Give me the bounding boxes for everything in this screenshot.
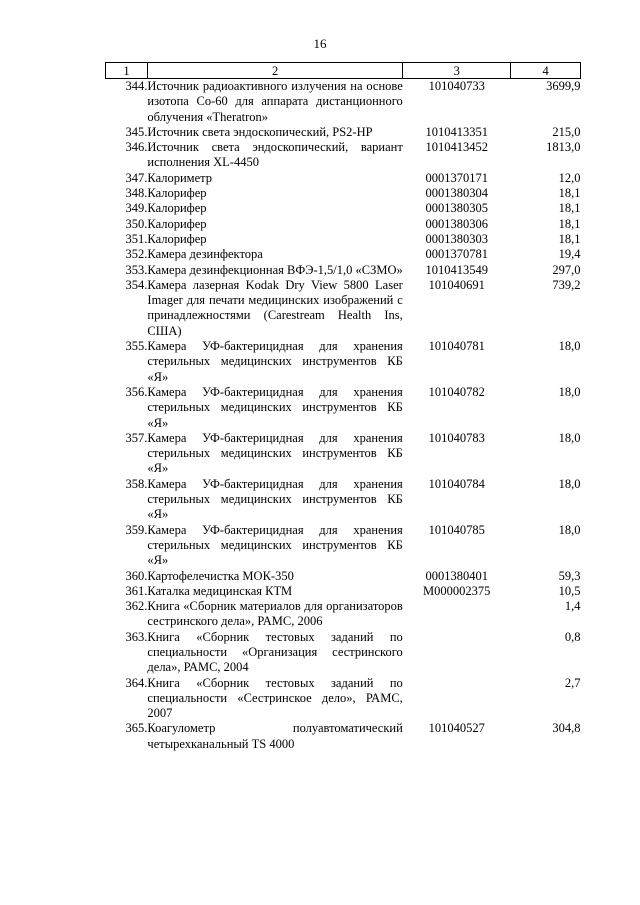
item-name: Калорифер <box>147 186 207 201</box>
inventory-code: М000002375 <box>423 583 491 598</box>
row-number: 354. <box>125 277 148 292</box>
item-name: Калорифер <box>147 231 207 246</box>
inventory-code: 101040782 <box>428 384 485 399</box>
item-value: 739,2 <box>552 277 581 292</box>
item-name: Камера УФ-бактерицидная для хранения стерильных медицинских инструментов КБ «Я» <box>147 384 403 430</box>
item-value: 18,0 <box>558 384 581 399</box>
row-number: 358. <box>125 476 148 491</box>
item-value: 18,1 <box>558 186 581 201</box>
table-row <box>106 477 581 523</box>
item-name: Калориметр <box>147 170 212 185</box>
table-row <box>106 217 581 232</box>
item-name: Источник света эндоскопический, вариант исполнения XL-4450 <box>147 140 403 170</box>
inventory-code: 0001370781 <box>425 247 488 262</box>
item-value: 18,0 <box>558 522 581 537</box>
inventory-code: 101040691 <box>428 277 485 292</box>
inventory-code: 101040527 <box>428 721 485 736</box>
row-number: 355. <box>125 339 148 354</box>
item-value: 12,0 <box>558 170 581 185</box>
row-number: 348. <box>125 186 148 201</box>
row-number: 344. <box>125 79 148 93</box>
row-number: 360. <box>125 568 148 583</box>
item-value: 215,0 <box>552 124 581 139</box>
table-row <box>106 523 581 569</box>
item-name: Книга «Сборник тестовых заданий по специальности «Сестринское дело», РАМС, 2007 <box>147 675 403 721</box>
item-name: Каталка медицинская КТМ <box>147 583 293 598</box>
row-number: 352. <box>125 247 148 262</box>
row-number: 350. <box>125 216 148 231</box>
item-value: 18,1 <box>558 231 581 246</box>
item-name: Камера дезинфектора <box>147 247 263 262</box>
inventory-code: 1010413351 <box>425 124 488 139</box>
item-value: 18,0 <box>558 430 581 445</box>
item-value: 297,0 <box>552 262 581 277</box>
inventory-code: 101040781 <box>428 339 485 354</box>
item-value: 18,0 <box>558 339 581 354</box>
column-header-4: 4 <box>511 63 581 79</box>
table-row <box>106 125 581 140</box>
item-name: Картофелечистка МОК-350 <box>147 568 294 583</box>
row-number: 359. <box>125 522 148 537</box>
table-row <box>106 140 581 171</box>
row-number: 346. <box>125 140 148 155</box>
table-row <box>106 171 581 186</box>
table-row <box>106 721 581 752</box>
inventory-code: 101040785 <box>428 522 485 537</box>
inventory-code: 101040733 <box>428 79 485 93</box>
inventory-code: 0001370171 <box>425 170 488 185</box>
row-number: 345. <box>125 124 148 139</box>
item-value: 18,1 <box>558 216 581 231</box>
table-row <box>106 247 581 262</box>
item-name: Книга «Сборник материалов для организаторов сестринского дела», РАМС, 2006 <box>147 599 403 629</box>
item-name: Коагулометр полуавтоматический четырехканальный TS 4000 <box>147 721 403 751</box>
row-number: 353. <box>125 262 148 277</box>
table-header-row <box>106 63 581 79</box>
item-value: 3699,9 <box>546 79 581 93</box>
item-value: 19,4 <box>558 247 581 262</box>
table-row <box>106 569 581 584</box>
row-number: 356. <box>125 384 148 399</box>
row-number: 357. <box>125 430 148 445</box>
table-row <box>106 676 581 722</box>
row-number: 364. <box>125 675 148 690</box>
table-row <box>106 232 581 247</box>
item-name: Камера дезинфекционная ВФЭ-1,5/1,0 «СЗМО» <box>147 262 403 277</box>
table-row <box>106 584 581 599</box>
item-value: 18,1 <box>558 201 581 216</box>
table-row <box>106 599 581 630</box>
row-number: 361. <box>125 583 148 598</box>
item-value: 0,8 <box>564 629 581 644</box>
item-value: 304,8 <box>552 721 581 736</box>
item-value: 1813,0 <box>546 140 581 155</box>
inventory-code: 0001380303 <box>425 231 488 246</box>
row-number: 347. <box>125 170 148 185</box>
item-value: 10,5 <box>558 583 581 598</box>
table-row <box>106 431 581 477</box>
inventory-code: 101040783 <box>428 430 485 445</box>
row-number: 363. <box>125 629 148 644</box>
item-name: Камера УФ-бактерицидная для хранения стерильных медицинских инструментов КБ «Я» <box>147 339 403 384</box>
inventory-code <box>403 630 511 676</box>
item-name: Калорифер <box>147 201 207 216</box>
column-header-3: 3 <box>403 63 511 79</box>
item-name: Камера лазерная Kodak Dry View 5800 Laser Imager для печати медицинских изображений с принадлежностями (Carestream Health Ins, США) <box>147 277 403 338</box>
table-row <box>106 630 581 676</box>
table-row <box>106 186 581 201</box>
table-row <box>106 339 581 385</box>
inventory-code: 1010413549 <box>425 262 488 277</box>
column-header-1: 1 <box>106 63 148 79</box>
inventory-code <box>403 676 511 722</box>
row-number: 362. <box>125 599 148 614</box>
item-name: Источник радиоактивного излучения на основе изотопа Со-60 для аппарата дистанционного облучения «Theratron» <box>147 79 403 124</box>
inventory-table <box>105 62 581 752</box>
table-row <box>106 263 581 278</box>
item-value: 2,7 <box>564 675 581 690</box>
item-value: 59,3 <box>558 568 581 583</box>
table-body <box>106 79 581 753</box>
table-row <box>106 385 581 431</box>
item-value: 1,4 <box>564 599 581 614</box>
item-name: Калорифер <box>147 216 207 231</box>
row-number: 351. <box>125 231 148 246</box>
table-row <box>106 278 581 339</box>
item-name: Камера УФ-бактерицидная для хранения стерильных медицинских инструментов КБ «Я» <box>147 430 403 476</box>
row-number: 349. <box>125 201 148 216</box>
table-row <box>106 201 581 216</box>
item-name: Камера УФ-бактерицидная для хранения стерильных медицинских инструментов КБ «Я» <box>147 522 403 568</box>
inventory-code: 0001380304 <box>425 186 488 201</box>
item-name: Книга «Сборник тестовых заданий по специальности «Организация сестринского дела», РАМС, 2004 <box>147 629 403 675</box>
row-number: 365. <box>125 721 148 736</box>
inventory-code: 101040784 <box>428 476 485 491</box>
inventory-code: 0001380306 <box>425 216 488 231</box>
table-row <box>106 79 581 125</box>
inventory-code: 1010413452 <box>425 140 488 155</box>
column-header-2: 2 <box>147 63 402 79</box>
inventory-code: 0001380305 <box>425 201 488 216</box>
page-number: 16 <box>313 36 327 51</box>
inventory-code: 0001380401 <box>425 568 488 583</box>
item-name: Источник света эндоскопический, PS2-HP <box>147 124 373 139</box>
inventory-code <box>403 599 511 630</box>
item-name: Камера УФ-бактерицидная для хранения стерильных медицинских инструментов КБ «Я» <box>147 476 403 522</box>
item-value: 18,0 <box>558 476 581 491</box>
